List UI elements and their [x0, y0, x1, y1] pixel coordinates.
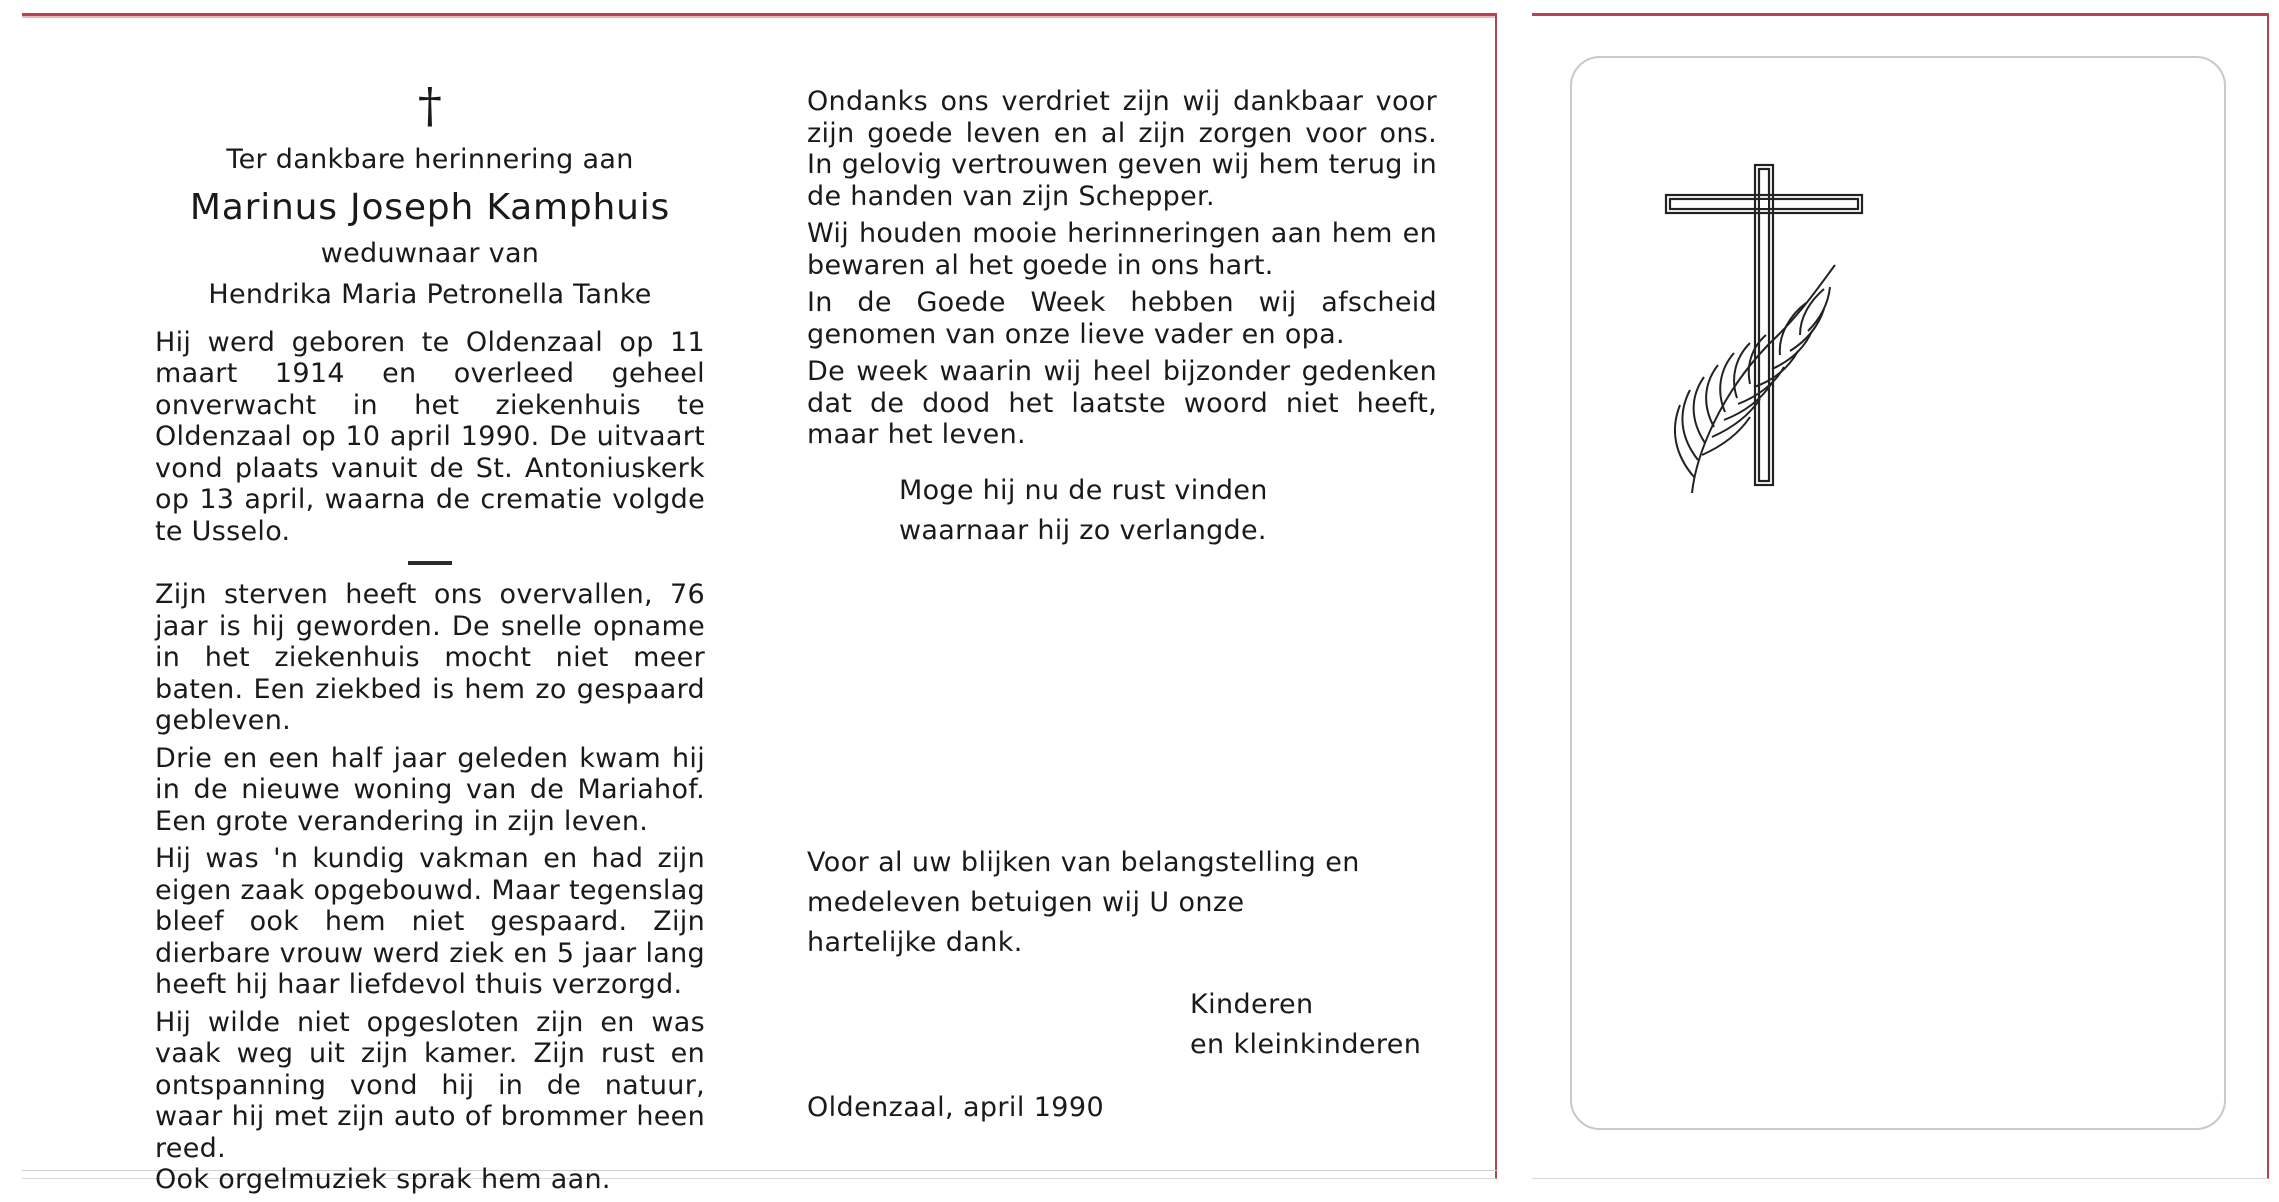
prayer-line: Moge hij nu de rust vinden: [899, 474, 1268, 506]
paragraph: Hij was 'n kundig vakman en had zijn eigen zaak opgebouwd. Maar tegenslag bleef ook hem niet gespaard. Zijn dierbare vrouw werd ziek en 5 jaar lang heeft hij haar liefdevol thuis verzorgd.: [155, 843, 705, 1000]
thanks-message: [807, 843, 1427, 963]
thanks-line: hartelijke dank.: [807, 927, 1023, 958]
thanks-line: Voor al uw blijken van belangstelling en: [807, 847, 1360, 878]
signature: [1190, 985, 1421, 1065]
signature-line: Kinderen: [1190, 989, 1314, 1020]
spouse-name: Hendrika Maria Petronella Tanke: [208, 279, 652, 310]
widower-of-text: weduwnaar van: [320, 237, 540, 269]
section-divider: [408, 561, 452, 565]
prayer: [899, 471, 1437, 551]
paragraph: In de Goede Week hebben wij afscheid genomen van onze lieve vader en opa.: [807, 287, 1437, 350]
paragraph: Wij houden mooie herinneringen aan hem en bewaren al het goede in ons hart.: [807, 218, 1437, 281]
deceased-name: Marinus Joseph Kamphuis: [189, 186, 671, 228]
paragraph: Hij wilde niet opgesloten zijn en was vaak weg uit zijn kamer. Zijn rust en ontspanning vond hij in de natuur, waar hij met zijn auto of brommer heen reed.: [155, 1006, 705, 1164]
prayer-line: waarnaar hij zo verlangde.: [899, 514, 1267, 546]
inside-left-column: [155, 80, 705, 1202]
intro-text: Ter dankbare herinnering aan: [226, 144, 634, 175]
dagger-cross-icon: †: [417, 78, 443, 134]
signature-line: en kleinkinderen: [1190, 1029, 1422, 1060]
paragraph: Ondanks ons verdriet zijn wij dankbaar voor zijn goede leven en al zijn zorgen voor ons. In gelovig vertrouwen geven wij hem terug in de handen van zijn Schepper.: [807, 86, 1437, 212]
thanks-line: medeleven betuigen wij U onze: [807, 887, 1245, 918]
paragraph: De week waarin wij heel bijzonder gedenken dat de dood het laatste woord niet heeft, maar het leven.: [807, 356, 1437, 450]
cross-with-palm-branch-icon: [1650, 155, 1880, 505]
biography-text: Hij werd geboren te Oldenzaal op 11 maart 1914 en overleed geheel onverwacht in het ziekenhuis te Oldenzaal op 10 april 1990. De uitvaart vond plaats vanuit de St. Antoniuskerk op 13 april, waarna de crematie volgde te Usselo.: [155, 326, 705, 547]
place-date: Oldenzaal, april 1990: [807, 1092, 1105, 1123]
paragraph: Ook orgelmuziek sprak hem aan.: [155, 1164, 611, 1195]
paragraph: Zijn sterven heeft ons overvallen, 76 jaar is hij geworden. De snelle opname in het ziekenhuis mocht niet meer baten. Een ziekbed is hem zo gespaard gebleven.: [155, 579, 705, 736]
inside-right-column: [807, 86, 1437, 551]
paragraph: Drie en een half jaar geleden kwam hij in de nieuwe woning van de Mariahof. Een grote verandering in zijn leven.: [155, 742, 705, 837]
